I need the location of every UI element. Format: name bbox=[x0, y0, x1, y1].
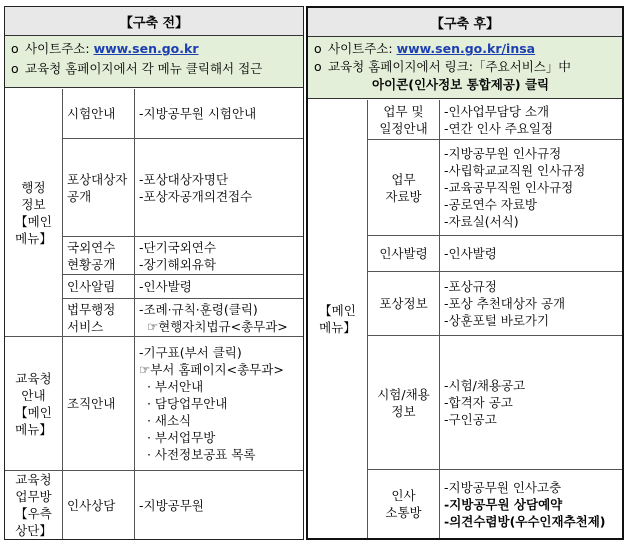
before-site-url[interactable]: www.sen.go.kr bbox=[93, 41, 199, 56]
after-site-url[interactable]: www.sen.go.kr/insa bbox=[396, 41, 536, 56]
before-detail-notice: -인사발령 bbox=[135, 275, 303, 299]
after-sub-comm[interactable]: 인사 소통방 bbox=[368, 470, 440, 538]
before-access-text: 교육청 홈페이지에서 각 메뉴 클릭해서 접근 bbox=[25, 61, 263, 76]
before-sub-legal[interactable]: 법무행정 서비스 bbox=[63, 299, 135, 337]
after-sub-exam[interactable]: 시험/채용 정보 bbox=[368, 336, 440, 470]
after-detail-appoint: -인사발령 bbox=[440, 236, 622, 272]
before-sub-overseas[interactable]: 국외연수 현황공개 bbox=[63, 237, 135, 275]
after-panel bbox=[306, 6, 624, 540]
after-sub-award[interactable]: 포상정보 bbox=[368, 272, 440, 336]
before-sub-exam[interactable]: 시험안내 bbox=[63, 89, 135, 139]
before-category-office: 교육청 업무방 【우측 상단】 bbox=[5, 471, 63, 539]
before-site-label: 사이트주소: bbox=[25, 41, 94, 56]
after-detail-exam: -시험/채용공고 -합격자 공고 -구인공고 bbox=[440, 336, 622, 470]
after-detail-schedule: -인사업무담당 소개 -연간 인사 주요일정 bbox=[440, 100, 622, 140]
before-info: o 사이트주소: www.sen.go.kr o 교육청 홈페이지에서 각 메뉴 클릭해서 접근 bbox=[5, 36, 303, 88]
after-sub-docs[interactable]: 업무 자료방 bbox=[368, 140, 440, 236]
before-sub-consult[interactable]: 인사상담 bbox=[63, 471, 135, 539]
after-link-text: 교육청 홈페이지에서 링크:「주요서비스」中 bbox=[328, 59, 571, 74]
before-detail-org: -기구표(부서 클릭) ☞부서 홈페이지<총무과> · 부서안내 · 담당업무안내 · 새소식 · 부서업무방 · 사전정보공표 목록 bbox=[135, 337, 303, 471]
before-detail-exam: -지방공무원 시험안내 bbox=[135, 89, 303, 139]
after-category-main: 【메인 메뉴】 bbox=[308, 100, 368, 538]
after-detail-award: -포상규정 -포상 추천대상자 공개 -상훈포털 바로가기 bbox=[440, 272, 622, 336]
before-panel bbox=[4, 6, 304, 540]
after-sub-schedule[interactable]: 업무 및 일정안내 bbox=[368, 100, 440, 140]
before-detail-overseas: -단기국외연수 -장기해외유학 bbox=[135, 237, 303, 275]
after-detail-docs: -지방공무원 인사규정 -사립학교교직원 인사규정 -교육공무직원 인사규정 -공로연수 자료방 -자료실(서식) bbox=[440, 140, 622, 236]
after-header: 【구축 후】 bbox=[308, 8, 622, 37]
after-site-label: 사이트주소: bbox=[328, 41, 397, 56]
before-sub-org[interactable]: 조직안내 bbox=[63, 337, 135, 471]
before-detail-consult: -지방공무원 bbox=[139, 497, 204, 513]
before-category-guide: 교육청 안내 【메인 메뉴】 bbox=[5, 337, 63, 471]
before-sub-award[interactable]: 포상대상자 공개 bbox=[63, 139, 135, 237]
after-link-bold[interactable]: 아이콘(인사정보 통합제공) 클릭 bbox=[372, 77, 550, 92]
before-header: 【구축 전】 bbox=[5, 7, 303, 36]
before-category-admin: 행정 정보 【메인 메뉴】 bbox=[5, 89, 63, 337]
after-detail-comm: -지방공무원 인사고충 -지방공무원 상담예약 -의견수렴방(우수인재추천제) bbox=[444, 479, 606, 529]
after-sub-appoint[interactable]: 인사발령 bbox=[368, 236, 440, 272]
before-detail-award: -포상대상자명단 -포상자공개의견접수 bbox=[135, 139, 303, 237]
before-sub-notice[interactable]: 인사알림 bbox=[63, 275, 135, 299]
after-info: o 사이트주소: www.sen.go.kr/insa o 교육청 홈페이지에서 링크:「주요서비스」中 아이콘(인사정보 통합제공) 클릭 bbox=[308, 37, 622, 99]
before-detail-legal: -조례·규칙·훈령(클릭) ☞현행자치법규<총무과> bbox=[135, 299, 303, 337]
